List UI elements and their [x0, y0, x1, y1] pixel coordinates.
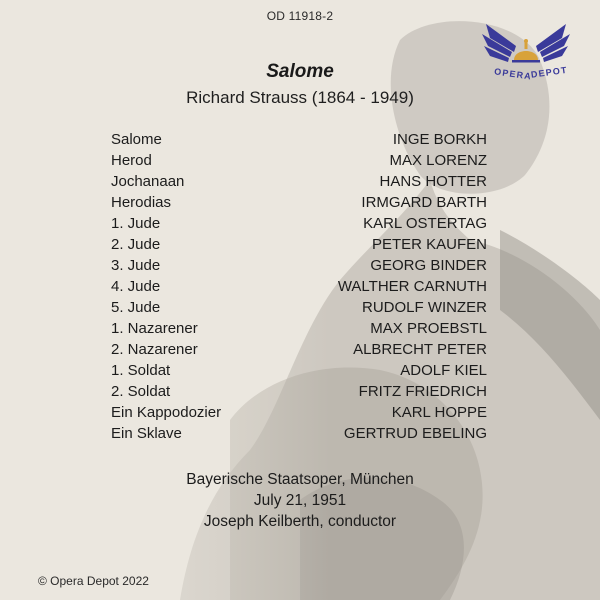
role-name: 2. Jude — [111, 236, 161, 253]
role-name: Salome — [111, 131, 162, 148]
cast-row — [111, 423, 487, 444]
cast-row — [111, 192, 487, 213]
singer-name: KARL HOPPE — [391, 404, 487, 421]
role-name: 1. Soldat — [111, 362, 171, 379]
date-line: July 21, 1951 — [253, 492, 347, 509]
conductor-line: Joseph Keilberth, conductor — [203, 513, 397, 530]
singer-name: GERTRUD EBELING — [343, 425, 487, 442]
cast-row — [111, 339, 487, 360]
role-name: Jochanaan — [111, 173, 185, 190]
copyright-notice: © Opera Depot 2022 — [38, 574, 149, 588]
singer-name: ADOLF KIEL — [400, 362, 487, 379]
cast-row — [111, 402, 487, 423]
role-name: 2. Soldat — [111, 383, 171, 400]
catalog-number: OD 11918-2 — [266, 9, 334, 23]
logo-word-1: OPERA — [493, 66, 533, 82]
cast-list — [111, 129, 487, 444]
role-name: 1. Jude — [111, 215, 161, 232]
cast-row — [111, 234, 487, 255]
role-name: 1. Nazarener — [111, 320, 198, 337]
cast-row — [111, 276, 487, 297]
cast-row — [111, 213, 487, 234]
singer-name: KARL OSTERTAG — [363, 215, 487, 232]
role-name: Ein Kappodozier — [111, 404, 222, 421]
singer-name: HANS HOTTER — [379, 173, 487, 190]
cast-row — [111, 171, 487, 192]
role-name: Herod — [111, 152, 152, 169]
singer-name: INGE BORKH — [392, 131, 487, 148]
cast-row — [111, 360, 487, 381]
singer-name: WALTHER CARNUTH — [337, 278, 487, 295]
singer-name: IRMGARD BARTH — [361, 194, 487, 211]
singer-name: MAX LORENZ — [389, 152, 487, 169]
cast-row — [111, 318, 487, 339]
opera-title: Salome — [266, 61, 334, 82]
venue-line: Bayerische Staatsoper, München — [186, 471, 414, 488]
role-name: 3. Jude — [111, 257, 161, 274]
singer-name: ALBRECHT PETER — [353, 341, 487, 358]
role-name: 4. Jude — [111, 278, 161, 295]
cast-row — [111, 381, 487, 402]
logo-word-2: DEPOT — [530, 64, 569, 80]
performance-info — [0, 469, 600, 532]
singer-name: GEORG BINDER — [370, 257, 487, 274]
singer-name: MAX PROEBSTL — [370, 320, 487, 337]
cast-row — [111, 129, 487, 150]
role-name: 2. Nazarener — [111, 341, 198, 358]
role-name: Ein Sklave — [111, 425, 182, 442]
singer-name: PETER KAUFEN — [371, 236, 487, 253]
cast-row — [111, 255, 487, 276]
role-name: Herodias — [111, 194, 172, 211]
composer-line: Richard Strauss (1864 - 1949) — [186, 88, 414, 107]
cast-row — [111, 297, 487, 318]
singer-name: FRITZ FRIEDRICH — [358, 383, 487, 400]
singer-name: RUDOLF WINZER — [362, 299, 487, 316]
role-name: 5. Jude — [111, 299, 161, 316]
cast-row — [111, 150, 487, 171]
